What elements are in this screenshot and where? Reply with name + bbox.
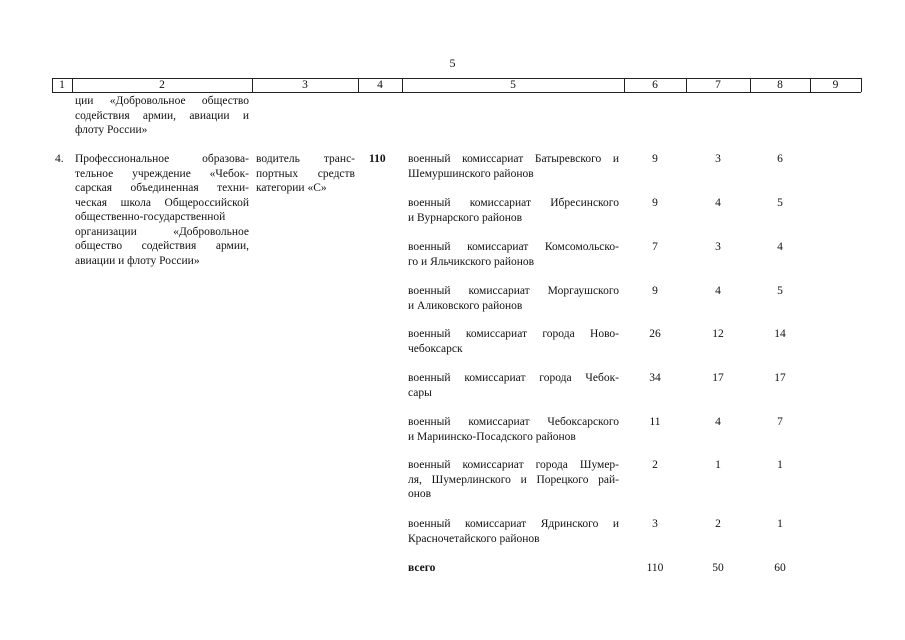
total-col8: 60 bbox=[774, 562, 786, 574]
count-c6: 7 bbox=[652, 241, 658, 253]
count-c6: 9 bbox=[652, 153, 658, 165]
count-c8: 14 bbox=[774, 328, 786, 340]
header-col-8: 8 bbox=[777, 79, 783, 91]
col-sep bbox=[861, 78, 862, 92]
count-c6: 9 bbox=[652, 285, 658, 297]
count-c7: 1 bbox=[715, 459, 721, 471]
count-c7: 4 bbox=[715, 416, 721, 428]
page-number: 5 bbox=[449, 56, 456, 70]
count-c7: 4 bbox=[715, 285, 721, 297]
commissariat-name: военный комиссариат Моргаушского и Аликовского районов bbox=[408, 285, 619, 312]
count-c6: 9 bbox=[652, 197, 658, 209]
header-col-9: 9 bbox=[832, 79, 839, 91]
header-col-5: 5 bbox=[510, 79, 516, 91]
count-c7: 17 bbox=[712, 372, 724, 384]
commissariat-name: военный комиссариат Чебоксарского и Мариинско-Посадского районов bbox=[408, 416, 619, 443]
count-c8: 5 bbox=[777, 197, 783, 209]
count-c8: 5 bbox=[777, 285, 783, 297]
org-name: Профессиональное образова- тельное учреждение «Чебок- сарская объединенная техни- ческая школа Общероссийской общественно-государственной организации «Добровольное общество содействия армии, авиации и флоту России» bbox=[75, 153, 249, 267]
count-c6: 11 bbox=[649, 416, 661, 428]
count-c7: 2 bbox=[715, 518, 721, 530]
header-col-6: 6 bbox=[652, 79, 658, 91]
commissariat-name: военный комиссариат города Чебок- сары bbox=[408, 372, 619, 399]
commissariat-name: военный комиссариат города Шумер- ля, Шумерлинского и Порецкого рай- онов bbox=[408, 459, 619, 500]
row-number: 4. bbox=[55, 153, 64, 165]
specialty: водитель транс- портных средств категории «С» bbox=[256, 153, 355, 194]
total-col6: 110 bbox=[646, 562, 664, 574]
count-c6: 2 bbox=[652, 459, 658, 471]
total-trainees: 110 bbox=[369, 153, 386, 165]
total-label: всего bbox=[408, 562, 436, 574]
count-c6: 34 bbox=[649, 372, 661, 384]
count-c8: 1 bbox=[777, 518, 783, 530]
header-col-7: 7 bbox=[715, 79, 721, 91]
commissariat-name: военный комиссариат Ибресинского и Вурнарского районов bbox=[408, 197, 619, 224]
continued-org-name: ции «Добровольное общество содействия армии, авиации и флоту России» bbox=[75, 95, 249, 136]
count-c8: 1 bbox=[777, 459, 783, 471]
count-c7: 12 bbox=[712, 328, 724, 340]
count-c8: 17 bbox=[774, 372, 786, 384]
header-col-1: 1 bbox=[59, 79, 65, 91]
commissariat-name: военный комиссариат Комсомольско- го и Яльчикского районов bbox=[408, 241, 619, 268]
count-c8: 6 bbox=[777, 153, 783, 165]
count-c8: 7 bbox=[777, 416, 783, 428]
commissariat-name: военный комиссариат Батыревского и Шемуршинского районов bbox=[408, 153, 619, 180]
count-c7: 4 bbox=[715, 197, 721, 209]
table-header-rule bbox=[52, 92, 861, 93]
count-c6: 26 bbox=[649, 328, 661, 340]
commissariat-name: военный комиссариат Ядринского и Красночетайского районов bbox=[408, 518, 619, 545]
header-col-3: 3 bbox=[302, 79, 308, 91]
header-col-2: 2 bbox=[159, 79, 165, 91]
count-c6: 3 bbox=[652, 518, 658, 530]
count-c8: 4 bbox=[777, 241, 783, 253]
count-c7: 3 bbox=[715, 241, 721, 253]
total-col7: 50 bbox=[712, 562, 724, 574]
header-col-4: 4 bbox=[377, 79, 383, 91]
count-c7: 3 bbox=[715, 153, 721, 165]
commissariat-name: военный комиссариат города Ново- чебоксарск bbox=[408, 328, 619, 355]
